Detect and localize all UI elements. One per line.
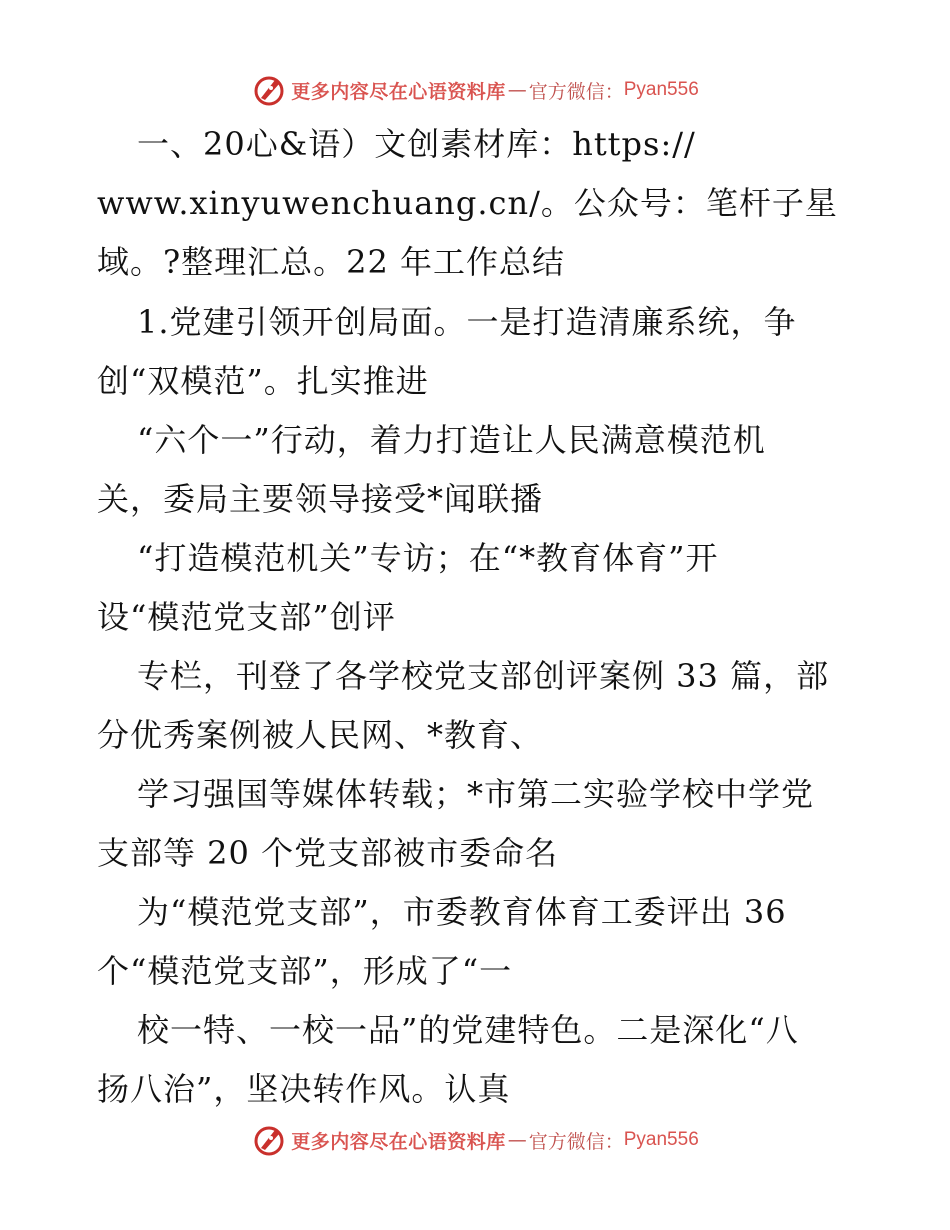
header-banner <box>0 70 950 110</box>
text-line: 支部等 20 个党支部被市委命名 <box>97 834 559 872</box>
text-line: “打造模范机关”专访；在“*教育体育”开 <box>137 539 719 577</box>
text-line: 专栏，刊登了各学校党支部创评案例 33 篇，部 <box>137 657 830 695</box>
text-line: 为“模范党支部”，市委教育体育工委评出 36 <box>137 893 787 931</box>
text-line: 扬八治”，坚决转作风。认真 <box>97 1070 511 1108</box>
banner-wechat-id: Pyan556 <box>623 79 699 100</box>
text-line: “六个一”行动，着力打造让人民满意模范机 <box>137 421 766 459</box>
text-line: 学习强国等媒体转载；*市第二实验学校中学党 <box>137 775 815 813</box>
pen-nib-circle-icon <box>251 72 287 108</box>
text-line: 个“模范党支部”，形成了“一 <box>97 952 513 990</box>
banner-main-text: 更多内容尽在心语资料库 <box>291 1130 506 1153</box>
banner-wechat-label: 官方微信： <box>528 80 624 103</box>
text-line: 校一特、一校一品”的党建特色。二是深化“八 <box>137 1011 799 1049</box>
text-line: 分优秀案例被人民网、*教育、 <box>97 716 544 754</box>
banner-dash: — <box>507 1129 527 1151</box>
banner-dash: — <box>507 79 527 101</box>
text-line: 关，委局主要领导接受*闻联播 <box>97 480 544 518</box>
banner-wechat-label: 官方微信： <box>528 1130 624 1153</box>
footer-banner <box>0 1120 950 1160</box>
text-line: 创“双模范”。扎实推进 <box>97 362 429 400</box>
text-line: 设“模范党支部”创评 <box>97 598 396 636</box>
text-line: 一、20心&语）文创素材库：https:// <box>137 125 696 163</box>
text-line: www.xinyuwenchuang.cn/。公众号：笔杆子星 <box>97 184 838 222</box>
banner-wechat-id: Pyan556 <box>623 1129 699 1150</box>
banner-main-text: 更多内容尽在心语资料库 <box>291 80 506 103</box>
pen-nib-circle-icon <box>251 1122 287 1158</box>
text-line: 1.党建引领开创局面。一是打造清廉系统，争 <box>137 303 797 341</box>
text-line: 域。?整理汇总。22 年工作总结 <box>97 243 566 281</box>
